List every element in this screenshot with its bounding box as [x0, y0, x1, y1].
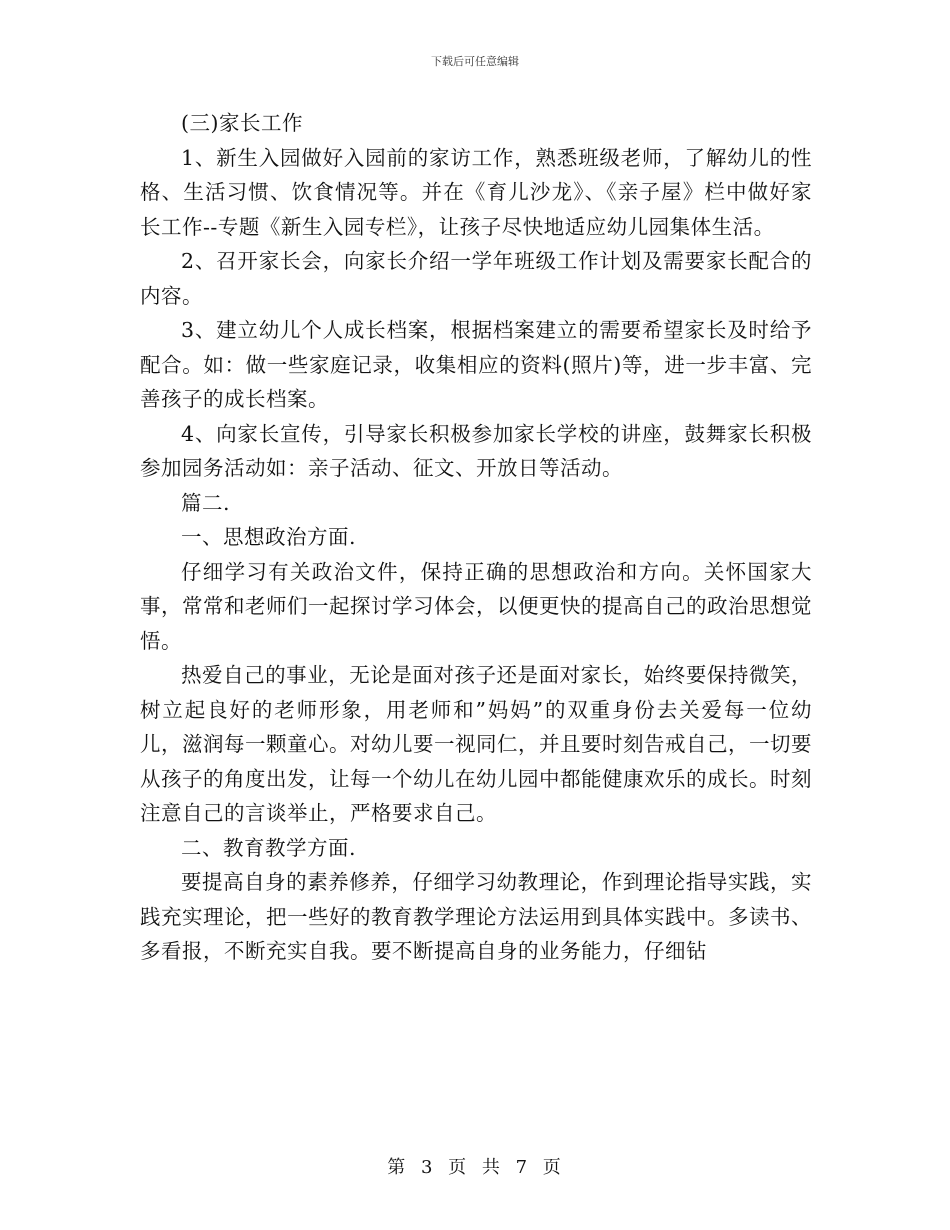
- section-heading-parent-work: (三)家长工作: [181, 111, 303, 135]
- document-body: [140, 106, 812, 969]
- page-number-footer: 第 3 页 共 7 页: [387, 1157, 563, 1178]
- section-heading-teaching: 二、教育教学方面.: [181, 835, 357, 860]
- part-heading-two: 篇二.: [181, 490, 231, 515]
- page-header: 下载后可任意编辑: [431, 55, 519, 68]
- paragraph-ideology-1: 仔细学习有关政治文件，保持正确的思想政治和方向。关怀国家大事，常常和老师们一起探讨学习体会，以便更快的提高自己的政治思想觉悟。: [140, 559, 812, 653]
- paragraph-item-1: 1、新生入园做好入园前的家访工作，熟悉班级老师，了解幼儿的性格、生活习惯、饮食情况等。并在《育儿沙龙》、《亲子屋》栏中做好家长工作--专题《新生入园专栏》，让孩子尽快地适应幼儿园集体生活。: [140, 145, 812, 239]
- section-heading-ideology: 一、思想政治方面.: [181, 525, 357, 549]
- paragraph-item-2: 2、召开家长会，向家长介绍一学年班级工作计划及需要家长配合的内容。: [140, 249, 812, 308]
- paragraph-item-4: 4、向家长宣传，引导家长积极参加家长学校的讲座，鼓舞家长积极参加园务活动如：亲子活动、征文、开放日等活动。: [140, 421, 812, 480]
- paragraph-teaching-1: 要提高自身的素养修养，仔细学习幼教理论，作到理论指导实践，实践充实理论，把一些好的教育教学理论方法运用到具体实践中。多读书、多看报，不断充实自我。要不断提高自身的业务能力，仔细钻: [140, 870, 812, 963]
- paragraph-item-3: 3、建立幼儿个人成长档案，根据档案建立的需要希望家长及时给予配合。如：做一些家庭记录，收集相应的资料(照片)等，进一步丰富、完善孩子的成长档案。: [140, 318, 812, 411]
- paragraph-ideology-2: 热爱自己的事业，无论是面对孩子还是面对家长，始终要保持微笑，树立起良好的老师形象，用老师和”妈妈”的双重身份去关爱每一位幼儿，滋润每一颗童心。对幼儿要一视同仁，并且要时刻告戒自己，一切要从孩子的角度出发，让每一个幼儿在幼儿园中都能健康欢乐的成长。时刻注意自己的言谈举止，严格要求自己。: [140, 663, 812, 825]
